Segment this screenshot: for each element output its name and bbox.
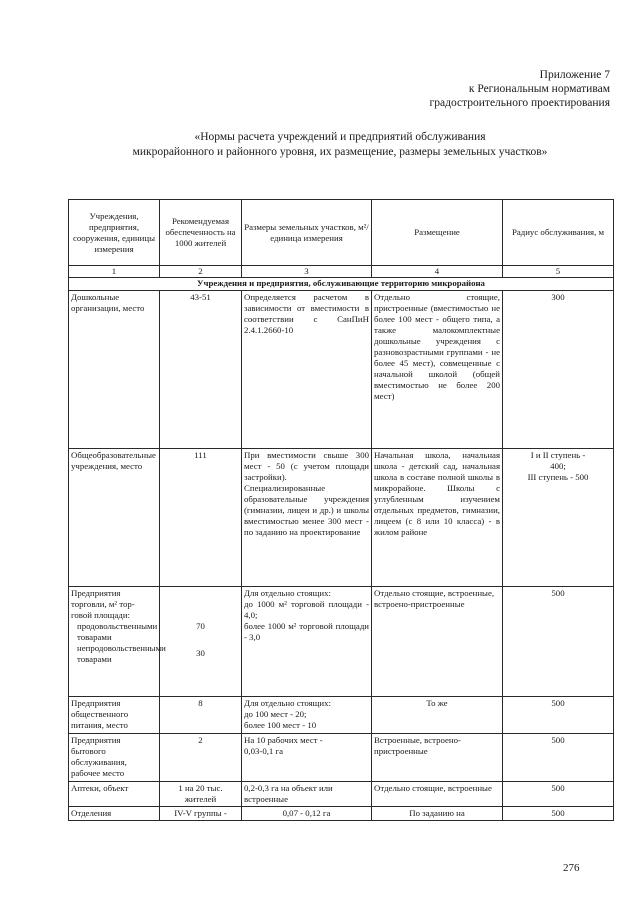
row-school-name: Общеобразовательные учреждения, место xyxy=(69,449,160,587)
row-services-name: Предприятия бытового обслуживания, рабочее место xyxy=(69,734,160,782)
row-trade-sub-food: продовольственными товарами xyxy=(77,621,158,642)
row-branches-name: Отделения xyxy=(69,807,160,821)
row-catering-placement: То же xyxy=(372,697,503,734)
row-branches-area: 0,07 - 0,12 га xyxy=(242,807,372,821)
row-trade-area-line-3: более 1000 м² торговой площади - 3,0 xyxy=(244,621,369,642)
row-pharmacy-norm xyxy=(160,782,242,807)
row-trade-area xyxy=(242,587,372,697)
norms-table xyxy=(68,199,614,821)
row-pharmacy-norm-line-1: 1 на 20 тыс. xyxy=(178,783,223,793)
header-placement: Размещение xyxy=(372,200,503,266)
appendix-header xyxy=(430,68,610,110)
column-number-row xyxy=(69,266,614,278)
row-trade-placement: Отдельно стоящие, встроенные, встроено-пристроенные xyxy=(372,587,503,697)
row-trade-norm-food: 70 xyxy=(196,621,205,631)
table-row xyxy=(69,587,614,697)
row-school-radius-line-2: 400; xyxy=(550,461,566,471)
row-preschool-radius: 300 xyxy=(503,291,614,449)
table-row xyxy=(69,697,614,734)
row-services-placement: Встроенные, встроено-пристроенные xyxy=(372,734,503,782)
row-services-radius: 500 xyxy=(503,734,614,782)
row-services-norm: 2 xyxy=(160,734,242,782)
appendix-line-1: Приложение 7 xyxy=(539,69,610,81)
row-catering-name: Предприятия общественного питания, место xyxy=(69,697,160,734)
table-row xyxy=(69,807,614,821)
table-header-row xyxy=(69,200,614,266)
section-row xyxy=(69,278,614,291)
header-radius: Радиус обслуживания, м xyxy=(503,200,614,266)
row-preschool-norm: 43-51 xyxy=(160,291,242,449)
row-pharmacy-placement: Отдельно стоящие, встроенные xyxy=(372,782,503,807)
row-trade-name xyxy=(69,587,166,697)
table-row xyxy=(69,449,614,587)
table-row xyxy=(69,782,614,807)
page-number: 276 xyxy=(563,862,580,874)
row-catering-area xyxy=(242,697,372,734)
row-preschool-placement: Отдельно стоящие, пристроенные (вместимостью не более 100 мест - общего типа, а также малокомплектные дошкольные учреждения с разновозрастными группами - не более 45 мест), совмещенные с начальной школой (общей вместимостью не более 200 мест) xyxy=(372,291,503,449)
row-preschool-area: Определяется расчетом в зависимости от вместимости в соответствии с СанПиН 2.4.1.2660-10 xyxy=(242,291,372,449)
column-number: 2 xyxy=(160,266,242,278)
row-catering-area-line-3: более 100 мест - 10 xyxy=(244,720,317,730)
column-number: 4 xyxy=(372,266,503,278)
header-norm: Рекомендуемая обеспеченность на 1000 жителей xyxy=(160,200,242,266)
row-trade-area-line-1: Для отдельно стоящих: xyxy=(244,588,331,598)
row-trade-name-line-3: говой площади: xyxy=(71,610,130,620)
row-branches-radius: 500 xyxy=(503,807,614,821)
header-area: Размеры земельных участков, м²/единица измерения xyxy=(242,200,372,266)
row-school-radius-line-1: I и II ступень - xyxy=(530,450,586,460)
row-preschool-name: Дошкольные организации, место xyxy=(69,291,160,449)
column-number: 3 xyxy=(242,266,372,278)
header-institution: Учреждения, предприятия, сооружения, единицы измерения xyxy=(69,200,160,266)
row-catering-norm: 8 xyxy=(160,697,242,734)
row-school-radius xyxy=(503,449,614,587)
row-pharmacy-area: 0,2-0,3 га на объект или встроенные xyxy=(242,782,372,807)
row-school-radius-line-3: III ступень - 500 xyxy=(527,472,589,482)
row-catering-area-line-1: Для отдельно стоящих: xyxy=(244,698,331,708)
row-pharmacy-radius: 500 xyxy=(503,782,614,807)
table-row xyxy=(69,291,614,449)
document-title-line-2: микрорайонного и районного уровня, их размещение, размеры земельных участков» xyxy=(132,145,548,158)
appendix-line-3: градостроительного проектирования xyxy=(429,97,610,109)
document-title-line-1: «Нормы расчета учреждений и предприятий обслуживания xyxy=(194,131,486,143)
row-trade-area-line-2: до 1000 м² торговой площади - 4,0; xyxy=(244,599,369,620)
row-services-area-line-2: 0,03-0,1 га xyxy=(244,746,284,756)
row-trade-norm-nonfood: 30 xyxy=(196,648,205,658)
row-trade-norm xyxy=(160,587,242,697)
row-school-area: При вместимости свыше 300 мест - 50 (с учетом площади застройки). Специализированные образовательные учреждения (гимназии, лицеи и др.) и школы вместимостью менее 300 мест - по заданию на проектирование xyxy=(242,449,372,587)
row-catering-area-line-2: до 100 мест - 20; xyxy=(244,709,307,719)
table-row xyxy=(69,734,614,782)
row-branches-norm: IV-V группы - xyxy=(160,807,242,821)
row-trade-name-line-2: торговли, м² тор- xyxy=(71,599,135,609)
row-branches-placement: По заданию на xyxy=(372,807,503,821)
row-pharmacy-name: Аптеки, объект xyxy=(69,782,160,807)
row-catering-radius: 500 xyxy=(503,697,614,734)
column-number: 1 xyxy=(69,266,160,278)
row-trade-sub-nonfood: непродовольственными товарами xyxy=(77,643,166,664)
section-heading: Учреждения и предприятия, обслуживающие территорию микрорайона xyxy=(69,278,614,291)
document-title xyxy=(60,130,620,159)
row-trade-radius: 500 xyxy=(503,587,614,697)
row-pharmacy-norm-line-2: жителей xyxy=(184,794,217,804)
row-services-area-line-1: На 10 рабочих мест - xyxy=(244,735,323,745)
row-trade-name-line-1: Предприятия xyxy=(71,588,121,598)
row-services-area xyxy=(242,734,372,782)
row-school-placement: Начальная школа, начальная школа - детский сад, начальная школа в составе полной школы в микрорайоне. Школы с углубленным изучением отдельных предметов, гимназии, лицеем (с 8 или 10 класса) - в жилом районе xyxy=(372,449,503,587)
appendix-line-2: к Региональным нормативам xyxy=(468,83,610,95)
row-school-norm: 111 xyxy=(160,449,242,587)
column-number: 5 xyxy=(503,266,614,278)
